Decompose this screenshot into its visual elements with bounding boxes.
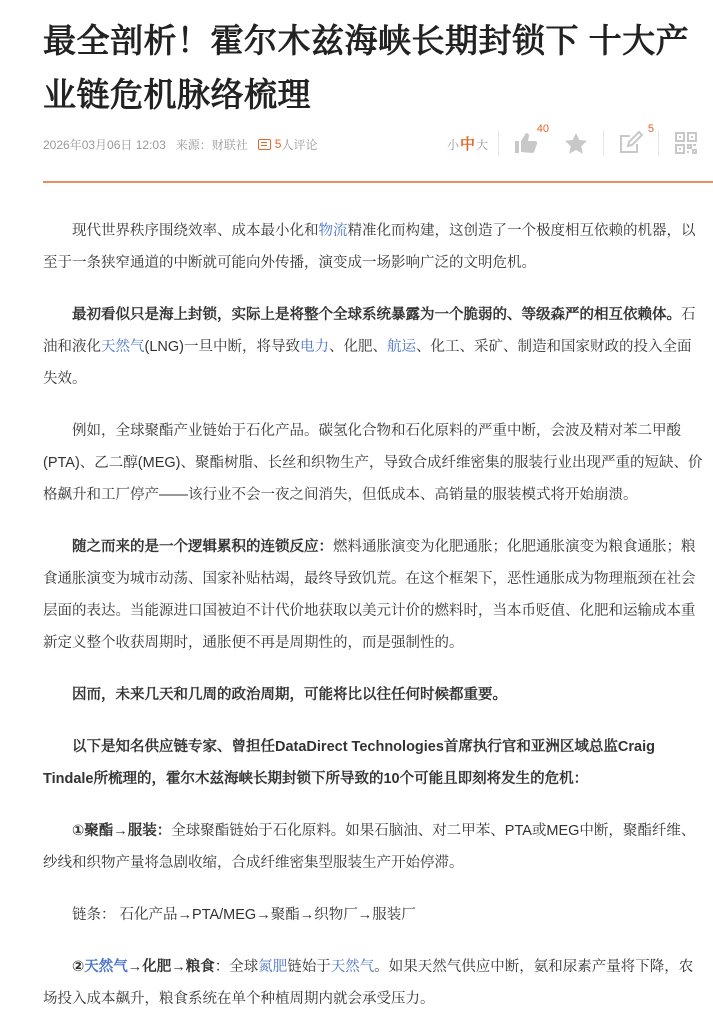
paragraph-text: ②	[72, 959, 85, 975]
article-title: 最全剖析！霍尔木兹海峡长期封锁下 十大产业链危机脉络梳理	[43, 22, 690, 113]
article-source: 来源：财联社	[175, 137, 248, 152]
paragraph-text: 以下是知名供应链专家、曾担任DataDirect Technologies首席执行官和亚洲区域总监Craig Tindale所梳理的，霍尔木兹海峡长期封锁下所导致的10个可能且即刻将发生的危机：	[43, 739, 655, 787]
star-icon	[564, 132, 588, 155]
comment-count: 5	[647, 123, 655, 135]
article-meta	[43, 135, 317, 153]
paragraph-text: (LNG)一旦中断，将导致	[144, 339, 300, 355]
paragraph-text: 因而，未来几天和几周的政治周期，可能将比以往任何时候都重要。	[72, 687, 507, 703]
toolbar-divider	[498, 130, 499, 156]
article-paragraph	[43, 899, 703, 931]
paragraph-text: 现代世界秩序围绕效率、成本最小化和	[72, 223, 319, 239]
comment-icon	[258, 139, 271, 150]
article-paragraph	[43, 731, 703, 795]
paragraph-text: 精准化而构建，这创造了一个极度相互依赖的机器，以至于一条狭窄通道的中断就可能向外传播，演变成一场影响广泛的文明危机。	[43, 223, 696, 271]
keyword-link[interactable]: 天然气	[84, 959, 128, 975]
comments-link[interactable]	[258, 136, 318, 153]
paragraph-text: →化肥→粮食	[127, 959, 215, 975]
article-paragraph	[43, 531, 703, 659]
paragraph-text: 。如果天然气供应中断，氨和尿素产量将下降，农场投入成本飙升，粮食系统在单个种植周期内就会承受压力。	[43, 959, 694, 1007]
font-size-switcher	[447, 133, 488, 154]
paragraph-text: 例如，全球聚酯产业链始于石化产品。碳氢化合物和石化原料的严重中断，会波及精对苯二甲酸(PTA)、乙二醇(MEG)、聚酯树脂、长丝和织物生产，导致合成纤维密集的服装行业出现严重的短缺、价格飙升和工厂停产——该行业不会一夜之间消失，但低成本、高销量的服装模式将开始崩溃。	[43, 423, 703, 503]
toolbar-divider	[658, 130, 659, 156]
paragraph-text: ①聚酯→服装：	[72, 823, 172, 839]
article-body	[43, 215, 703, 1035]
keyword-link[interactable]: 电力	[299, 339, 329, 355]
publish-date: 2026年03月06日 12:03	[43, 137, 166, 152]
qr-code-button[interactable]	[669, 126, 703, 160]
like-count: 40	[536, 123, 550, 135]
header-divider	[43, 181, 713, 183]
keyword-link[interactable]: 航运	[386, 339, 416, 355]
keyword-link[interactable]: 物流	[318, 223, 348, 239]
paragraph-text: 石油和液化	[43, 307, 696, 355]
paragraph-text: 最初看似只是海上封锁，实际上是将整个全球系统暴露为一个脆弱的、等级森严的相互依赖体。	[72, 307, 681, 323]
edit-icon	[619, 131, 643, 155]
article-paragraph	[43, 215, 703, 279]
article-paragraph	[43, 415, 703, 511]
comments-count: 5	[274, 137, 282, 151]
keyword-link[interactable]: 天然气	[101, 339, 145, 355]
paragraph-text: 、化肥、	[328, 339, 387, 355]
article-paragraph	[43, 815, 703, 879]
article-paragraph	[43, 679, 703, 711]
keyword-link[interactable]: 天然气	[330, 959, 375, 975]
paragraph-text: 随之而来的是一个逻辑累积的连锁反应：	[72, 539, 333, 555]
article-paragraph	[43, 299, 703, 395]
favorite-button[interactable]	[559, 126, 593, 160]
comments-label: 人评论	[281, 137, 318, 152]
paragraph-text: 燃料通胀演变为化肥通胀；化肥通胀演变为粮食通胀；粮食通胀演变为城市动荡、国家补贴枯竭，最终导致饥荒。在这个框架下，恶性通胀成为物理瓶颈在社会层面的表达。当能源进口国被迫不计代价地获取以美元计价的燃料时，当本币贬值、化肥和运输成本重新定义整个收获周期时，通胀便不再是周期性的，而是强制性的。	[43, 539, 696, 651]
article-toolbar	[447, 123, 703, 160]
paragraph-text: 链条： 石化产品→PTA/MEG→聚酯→织物厂→服装厂	[72, 907, 416, 923]
font-size-large[interactable]: 大	[476, 137, 489, 152]
paragraph-text: 全球聚酯链始于石化原料。如果石脑油、对二甲苯、PTA或MEG中断，聚酯纤维、纱线和织物产量将急剧收缩，合成纤维密集型服装生产开始停滞。	[43, 823, 696, 871]
keyword-link[interactable]: 氮肥	[258, 959, 288, 975]
write-comment-button[interactable]	[614, 123, 655, 160]
qr-code-icon	[674, 131, 698, 155]
paragraph-text: 链始于	[287, 959, 331, 975]
article-paragraph	[43, 951, 703, 1015]
like-icon	[514, 132, 538, 154]
like-button[interactable]	[509, 123, 550, 160]
paragraph-text: ：全球	[214, 959, 259, 975]
paragraph-text: 、化工、采矿、制造和国家财政的投入全面失效。	[43, 339, 692, 387]
font-size-medium[interactable]: 中	[460, 135, 476, 153]
font-size-small[interactable]: 小	[447, 137, 460, 152]
toolbar-divider	[603, 130, 604, 156]
